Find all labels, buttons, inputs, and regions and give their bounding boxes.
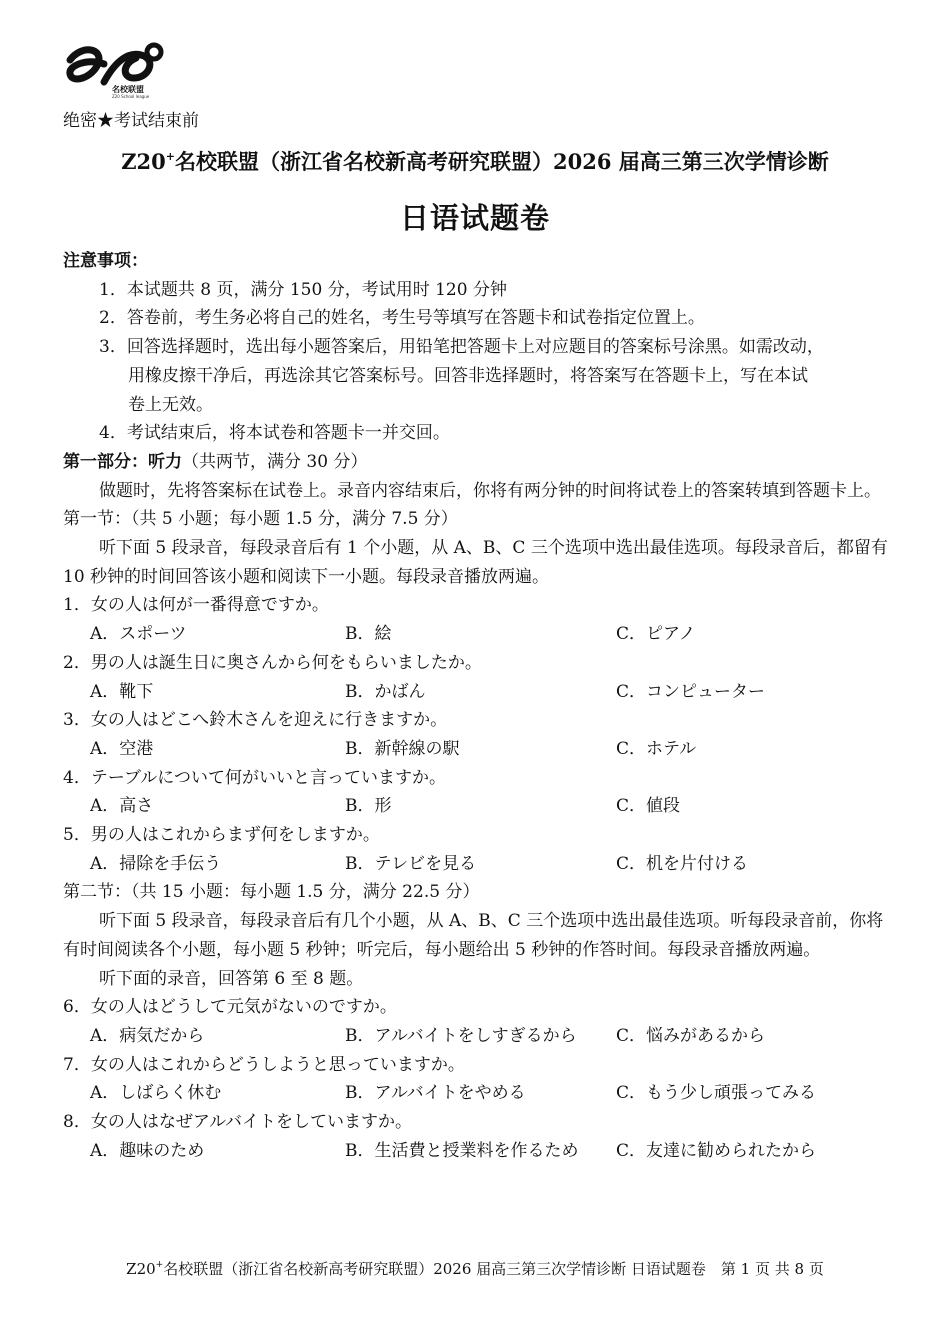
notice-item-2: 2．答卷前，考生务必将自己的姓名，考生号等填写在答题卡和试卷指定位置上。 [99, 308, 705, 329]
part1-heading [63, 448, 888, 477]
option-b: B．生活費と授業料を作るため [345, 1140, 579, 1161]
question-3: 3．女の人はどこへ鈴木さんを迎えに行きますか。 [63, 710, 448, 731]
question-4-options [63, 792, 888, 821]
footer-sup: + [155, 1260, 164, 1270]
confidential-label: 绝密★考试结束前 [63, 111, 199, 131]
title-sup: + [165, 150, 175, 163]
exam-subtitle: 日语试题卷 [399, 201, 550, 235]
option-a: A．空港 [90, 738, 154, 759]
page-footer [0, 1258, 950, 1279]
notice-item-1: 1．本试题共 8 页，满分 150 分，考试用时 120 分钟 [99, 279, 507, 300]
notice-item-3-cont1: 用橡皮擦干净后，再选涂其它答案标号。回答非选择题时，将答案写在答题卡上，写在本试 [128, 365, 808, 386]
part1-heading-rest: （共两节，满分 30 分） [182, 451, 368, 472]
question-1-options [63, 620, 888, 649]
option-a: A．スポーツ [90, 624, 187, 645]
option-b: B．アルバイトをしすぎるから [345, 1025, 577, 1046]
section2-instruction-text: 听下面 5 段录音，每段录音后有几个小题，从 A、B、C 三个选项中选出最佳选项。听每段录音前，你将有时间阅读各个小题，每小题 5 秒钟；听完后，每小题给出 5 秒钟的作答时间。每段录音播放两遍。 [63, 911, 884, 960]
question-5: 5．男の人はこれからまず何をしますか。 [63, 825, 380, 846]
option-a: A．趣味のため [90, 1140, 205, 1161]
question-7: 7．女の人はこれからどうしようと思っていますか。 [63, 1054, 465, 1075]
option-b: B．アルバイトをやめる [345, 1083, 526, 1104]
part1-heading-bold: 第一部分：听力 [63, 451, 182, 472]
notice-heading: 注意事项： [63, 251, 148, 271]
option-b: B．形 [345, 796, 392, 817]
option-c: C．値段 [616, 796, 681, 817]
question-8: 8．女の人はなぜアルバイトをしていますか。 [63, 1112, 412, 1133]
logo-text: 名校联盟 [112, 85, 144, 94]
section1-heading: 第一节：（共 5 小题；每小题 1.5 分，满分 7.5 分） [63, 509, 458, 530]
option-a: A．掃除を手伝う [90, 853, 222, 874]
question-2: 2．男の人は誕生日に奥さんから何をもらいましたか。 [63, 652, 482, 673]
section2-instruction [63, 907, 888, 964]
part1-intro-text: 做题时，先将答案标在试卷上。录音内容结束后，你将有两分钟的时间将试卷上的答案转填到答题卡上。 [99, 480, 881, 501]
part1-intro [63, 477, 888, 506]
option-c: C．コンピューター [616, 681, 766, 702]
exam-title [0, 146, 950, 176]
option-c: C．机を片付ける [616, 853, 749, 874]
option-c: C．悩みがあるから [616, 1025, 766, 1046]
option-a: A．しばらく休む [90, 1083, 222, 1104]
section2-heading: 第二节：（共 15 小题：每小题 1.5 分，满分 22.5 分） [63, 882, 480, 903]
exam-content [63, 247, 888, 1166]
question-1: 1．女の人は何が一番得意ですか。 [63, 595, 329, 616]
option-c: C．友達に勧められたから [616, 1140, 817, 1161]
question-3-options [63, 735, 888, 764]
section1-instruction-text: 听下面 5 段录音，每段录音后有 1 个小题，从 A、B、C 三个选项中选出最佳选项。每段录音后，都留有 10 秒钟的时间回答该小题和阅读下一小题。每段录音播放两遍。 [63, 538, 888, 587]
question-4: 4．テーブルについて何がいいと言っていますか。 [63, 767, 446, 788]
option-b: B．かばん [345, 681, 426, 702]
question-6-options [63, 1022, 888, 1051]
question-5-options [63, 850, 888, 879]
option-a: A．靴下 [90, 681, 154, 702]
section1-instruction [63, 534, 888, 591]
option-b: B．テレビを見る [345, 853, 477, 874]
option-a: A．高さ [90, 796, 154, 817]
section2-subinstruction: 听下面的录音，回答第 6 至 8 题。 [99, 968, 364, 989]
option-c: C．もう少し頑張ってみる [616, 1083, 817, 1104]
notice-item-4: 4．考试结束后，将本试卷和答题卡一并交回。 [99, 423, 450, 444]
question-6: 6．女の人はどうして元気がないのですか。 [63, 997, 397, 1018]
notice-item-3-cont2: 卷上无效。 [128, 394, 213, 415]
title-prefix: Z20 [121, 149, 166, 174]
question-8-options [63, 1137, 888, 1166]
option-c: C．ピアノ [616, 624, 696, 645]
footer-rest: 名校联盟（浙江省名校新高考研究联盟）2026 届高三第三次学情诊断 日语试题卷 第 1 页 共 8 页 [163, 1260, 824, 1278]
notice-item-3: 3．回答选择题时，选出每小题答案后，用铅笔把答题卡上对应题目的答案标号涂黑。如需改动， [99, 337, 824, 358]
question-7-options [63, 1079, 888, 1108]
option-b: B．新幹線の駅 [345, 738, 460, 759]
option-b: B．絵 [345, 624, 392, 645]
option-c: C．ホテル [616, 738, 697, 759]
option-a: A．病気だから [90, 1025, 205, 1046]
footer-prefix: Z20 [126, 1260, 156, 1278]
logo-subtitle: Z20 School league [112, 94, 150, 99]
question-2-options [63, 678, 888, 707]
title-rest: 名校联盟（浙江省名校新高考研究联盟）2026 届高三第三次学情诊断 [175, 149, 829, 174]
